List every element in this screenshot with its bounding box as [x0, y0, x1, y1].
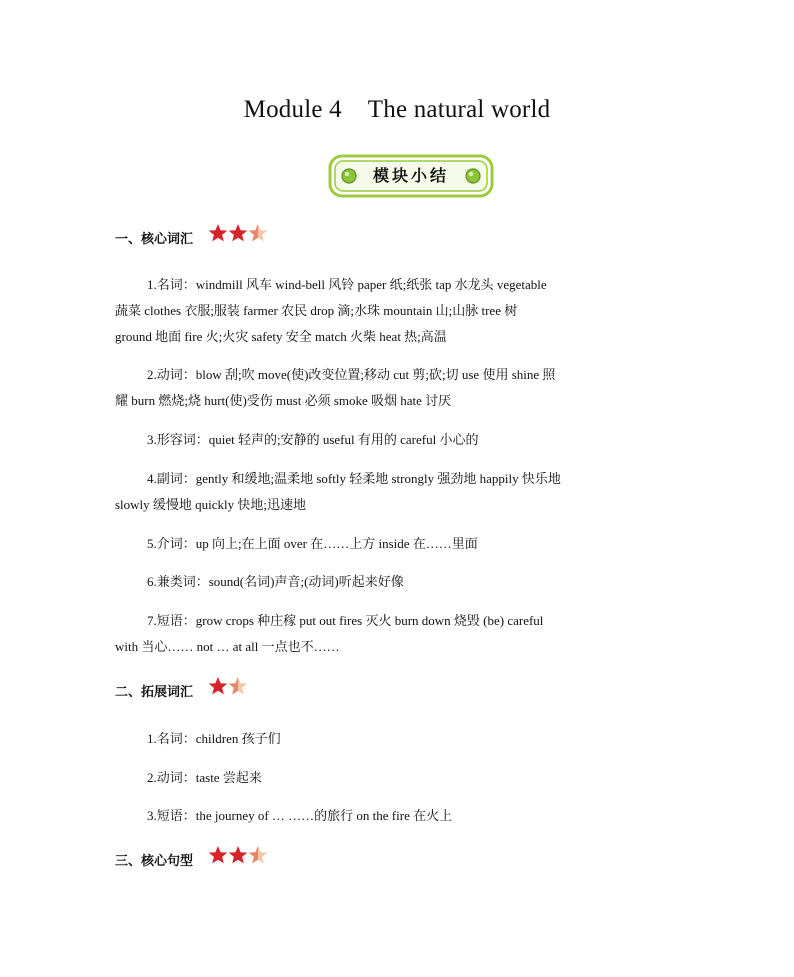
section-heading-extended-vocabulary: [115, 680, 252, 704]
core-prepositions: [115, 531, 675, 557]
ext-nouns: [115, 726, 675, 752]
star-icon: [228, 224, 247, 241]
star-icon: [208, 846, 227, 863]
text-line: 1.名词：children 孩子们: [147, 731, 281, 746]
text-line: 4.副词：gently 和缓地;温柔地 softly 轻柔地 strongly 强劲地 happily 快乐地: [147, 471, 561, 486]
badge-label: 模块小结: [372, 166, 449, 185]
text-line: 3.短语：the journey of … ……的旅行 on the fire 在火上: [147, 808, 453, 823]
text-line: 耀 burn 燃烧;烧 hurt(使)受伤 must 必须 smoke 吸烟 hate 讨厌: [115, 393, 452, 408]
star-rating-icon: [208, 223, 272, 243]
text-line: 2.动词：taste 尝起来: [147, 770, 262, 785]
text-line: 2.动词：blow 刮;吹 move(使)改变位置;移动 cut 剪;砍;切 use 使用 shine 照: [147, 367, 556, 382]
rating-stars: [208, 223, 272, 252]
module-number: Module 4: [243, 96, 342, 123]
ext-phrases: [115, 803, 675, 829]
text-line: with 当心…… not … at all 一点也不……: [115, 639, 340, 654]
rating-stars: [208, 676, 252, 705]
text-line: 6.兼类词：sound(名词)声音;(动词)听起来好像: [147, 574, 404, 589]
text-line: 1.名词：windmill 风车 wind-bell 风铃 paper 纸;纸张 tap 水龙头 vegetable: [147, 277, 547, 292]
star-icon: [208, 224, 227, 241]
section-heading-text: 三、核心句型: [115, 854, 194, 869]
section-heading-text: 二、拓展词汇: [115, 685, 194, 700]
rating-stars: [208, 845, 272, 874]
ext-verbs: [115, 765, 675, 791]
text-line: 蔬菜 clothes 衣服;服装 farmer 农民 drop 滴;水珠 mountain 山;山脉 tree 树: [115, 303, 518, 318]
text-line: 3.形容词：quiet 轻声的;安静的 useful 有用的 careful 小心的: [147, 432, 479, 447]
section-heading-core-sentences: [115, 849, 272, 873]
text-line: 5.介词：up 向上;在上面 over 在……上方 inside 在……里面: [147, 536, 478, 551]
text-line: ground 地面 fire 火;火灾 safety 安全 match 火柴 heat 热;高温: [115, 329, 447, 344]
star-icon: [208, 677, 227, 694]
core-phrases: [115, 608, 675, 660]
star-icon: [228, 846, 247, 863]
core-multi-class-words: [115, 569, 675, 595]
core-adjectives: [115, 427, 675, 453]
summary-badge: [328, 154, 494, 198]
text-line: 7.短语：grow crops 种庄稼 put out fires 灭火 burn down 烧毁 (be) careful: [147, 613, 544, 628]
section-heading-core-vocabulary: [115, 227, 272, 251]
module-name: The natural world: [367, 96, 551, 123]
section-heading-text: 一、核心词汇: [115, 232, 194, 247]
core-adverbs: [115, 466, 675, 518]
page-title: [0, 96, 794, 124]
core-nouns: [115, 272, 675, 350]
star-rating-icon: [208, 676, 252, 696]
text-line: slowly 缓慢地 quickly 快地;迅速地: [115, 497, 307, 512]
core-verbs: [115, 362, 675, 414]
star-rating-icon: [208, 845, 272, 865]
